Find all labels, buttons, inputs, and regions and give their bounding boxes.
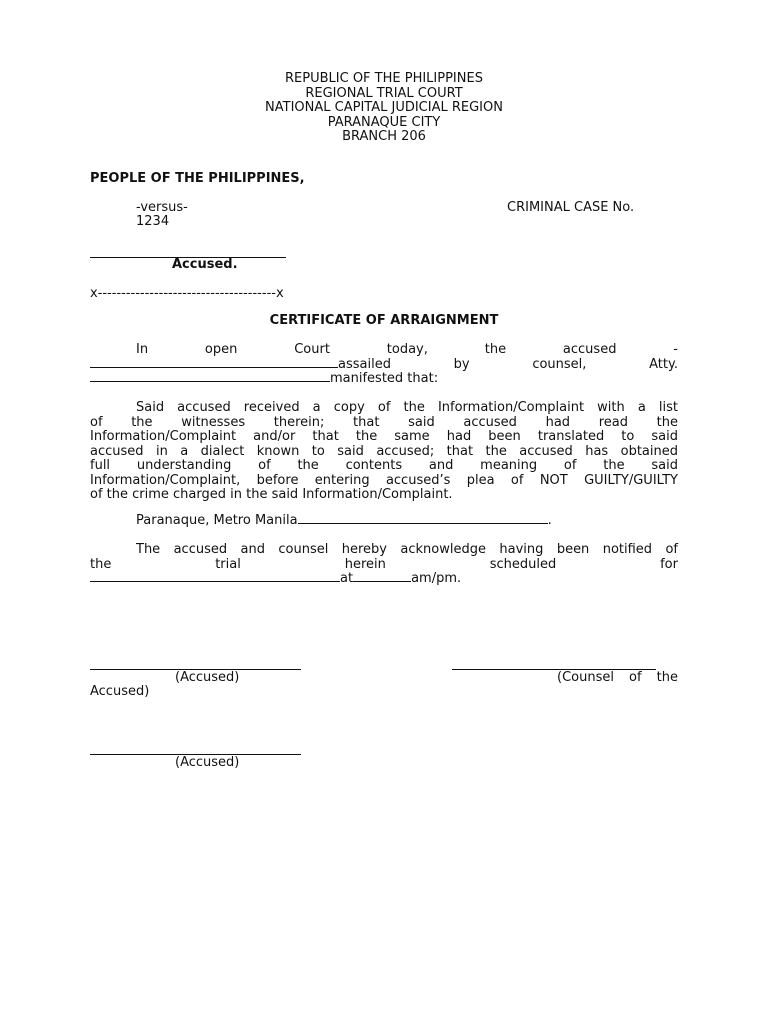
at-text: at — [340, 571, 354, 586]
para2-line: Information/Complaint and/or that the same had been translated to said — [90, 429, 678, 444]
para3-word: trial — [215, 556, 241, 572]
trial-date-blank — [90, 581, 340, 582]
counsel-signature-label-cont: Accused) — [90, 684, 150, 699]
accused-signature-label: (Accused) — [175, 670, 240, 685]
document-title: CERTIFICATE OF ARRAIGNMENT — [269, 313, 499, 328]
counsel-word: of — [629, 670, 642, 685]
para2-line: of the witnesses therein; that said accused had read the — [90, 414, 678, 430]
header-court: REGIONAL TRIAL COURT — [305, 85, 463, 101]
para1-word: - — [673, 342, 678, 357]
counsel-name-blank — [90, 381, 330, 382]
para1-word: today, — [386, 342, 428, 357]
para2-line: Said accused received a copy of the Information/Complaint with a list — [136, 400, 678, 415]
counsel-signature-label — [557, 671, 678, 686]
para3-word: herein — [344, 556, 386, 572]
para2-line: of the crime charged in the said Information/Complaint. — [90, 487, 453, 502]
para3-word: for — [660, 556, 678, 572]
para1-word: by — [453, 356, 470, 372]
place-date-line — [136, 514, 552, 529]
header-branch: BRANCH 206 — [342, 129, 426, 144]
para1-word: counsel, — [532, 356, 587, 372]
accused-name-blank — [90, 367, 338, 368]
place-text: Paranaque, Metro Manila — [136, 513, 298, 528]
plaintiff-name: PEOPLE OF THE PHILIPPINES, — [90, 171, 305, 186]
plea-paragraph — [90, 401, 678, 503]
case-number: 1234 — [136, 214, 170, 229]
accused-label: Accused. — [172, 257, 238, 272]
notice-paragraph — [90, 543, 678, 587]
ampm-text: am/pm. — [411, 571, 462, 586]
arraignment-paragraph — [90, 343, 678, 387]
para3-word: scheduled — [489, 556, 557, 572]
counsel-signature-line — [452, 669, 656, 670]
para1-word: Atty. — [649, 356, 678, 372]
versus-label: -versus- — [136, 200, 188, 215]
header-republic: REPUBLIC OF THE PHILIPPINES — [285, 71, 483, 86]
para1-word: assailed — [338, 356, 391, 372]
para1-word: open — [204, 342, 238, 357]
counsel-word: the — [656, 670, 678, 685]
place-end: . — [547, 513, 552, 528]
para2-line: Information/Complaint, before entering accused’s plea of NOT GUILTY/GUILTY — [90, 472, 678, 488]
counsel-word: (Counsel — [557, 670, 614, 685]
para1-word: In — [136, 342, 149, 357]
trial-time-blank — [353, 581, 411, 582]
date-blank — [298, 523, 548, 524]
para1-word: manifested that: — [330, 371, 439, 386]
court-header — [0, 72, 768, 145]
para3-word: the — [90, 556, 112, 572]
para2-line: accused in a dialect known to said accused; that the accused has obtained — [90, 443, 678, 459]
header-city: PARANAQUE CITY — [327, 114, 441, 130]
para1-word: accused — [562, 342, 617, 357]
para1-word: the — [484, 342, 507, 357]
case-label: CRIMINAL CASE No. — [507, 200, 635, 215]
para3-line: The accused and counsel hereby acknowledge having been notified of — [136, 542, 678, 557]
header-region: NATIONAL CAPITAL JUDICIAL REGION — [265, 100, 503, 115]
caption-separator: x--------------------------------------x — [90, 286, 284, 301]
para2-line: full understanding of the contents and meaning of the said — [90, 458, 678, 473]
accused2-signature-label: (Accused) — [175, 755, 240, 770]
para1-word: Court — [294, 342, 330, 357]
